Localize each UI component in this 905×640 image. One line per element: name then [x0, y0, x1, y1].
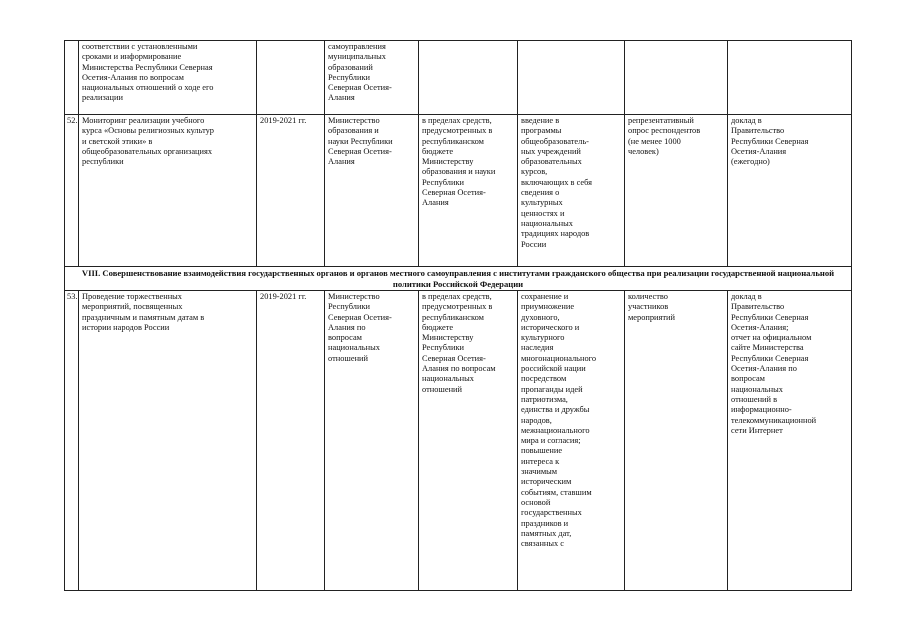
cell-funding: в пределах средств, предусмотренных в республиканском бюджете Министерству образования и науки Республики Северная Осетия- Алания [419, 115, 518, 267]
cell-funding [419, 41, 518, 115]
cell-report: доклад в Правительство Республики Северная Осетия-Алания; отчет на официальном сайте Министерства Республики Северная Осетия-Алания по вопросам национальных отношений в информационно- телекоммуникационной сети Интернет [728, 291, 852, 591]
cell-executor: самоуправления муниципальных образований Республики Северная Осетия- Алания [325, 41, 419, 115]
cell-activity: Проведение торжественных мероприятий, посвященных праздничным и памятным датам в истории народов России [79, 291, 257, 591]
cell-executor: Министерство Республики Северная Осетия- Алания по вопросам национальных отношений [325, 291, 419, 591]
cell-activity: Мониторинг реализации учебного курса «Основы религиозных культур и светской этики» в общеобразовательных организациях республики [79, 115, 257, 267]
cell-activity: соответствии с установленными сроками и информирование Министерства Республики Северная Осетия-Алания по вопросам национальных отношений о ходе его реализации [79, 41, 257, 115]
cell-report: доклад в Правительство Республики Северная Осетия-Алания (ежегодно) [728, 115, 852, 267]
cell-period [257, 41, 325, 115]
cell-number: 52. [65, 115, 79, 267]
cell-number: 53. [65, 291, 79, 591]
cell-executor: Министерство образования и науки Республики Северная Осетия- Алания [325, 115, 419, 267]
cell-result: введение в программы общеобразователь- ных учреждений образовательных курсов, включающих в себя сведения о культурных ценностях и национальных традициях народов России [518, 115, 625, 267]
cell-number [65, 41, 79, 115]
section-heading: VIII. Совершенствование взаимодействия государственных органов и органов местного самоуправления с институтами гражданского общества при реализации государственной национальной политики Российской Федерации [65, 267, 852, 291]
section-heading-row [65, 267, 852, 291]
table-row-53 [65, 291, 852, 591]
cell-indicator: количество участников мероприятий [625, 291, 728, 591]
cell-period: 2019-2021 гг. [257, 291, 325, 591]
plan-table [64, 40, 852, 591]
table-row-52 [65, 115, 852, 267]
cell-period: 2019-2021 гг. [257, 115, 325, 267]
cell-result: сохранение и приумножение духовного, исторического и культурного наследия многонационального российской нации посредством пропаганды идей патриотизма, единства и дружбы народов, межнационального мира и согласия; повышение интереса к значимым историческим событиям, ставшим основой государственных праздников и памятных дат, связанных с [518, 291, 625, 591]
cell-indicator: репрезентативный опрос респондентов (не менее 1000 человек) [625, 115, 728, 267]
cell-report [728, 41, 852, 115]
table-row-continued [65, 41, 852, 115]
cell-result [518, 41, 625, 115]
cell-indicator [625, 41, 728, 115]
cell-funding: в пределах средств, предусмотренных в республиканском бюджете Министерству Республики Северная Осетия- Алания по вопросам национальных отношений [419, 291, 518, 591]
